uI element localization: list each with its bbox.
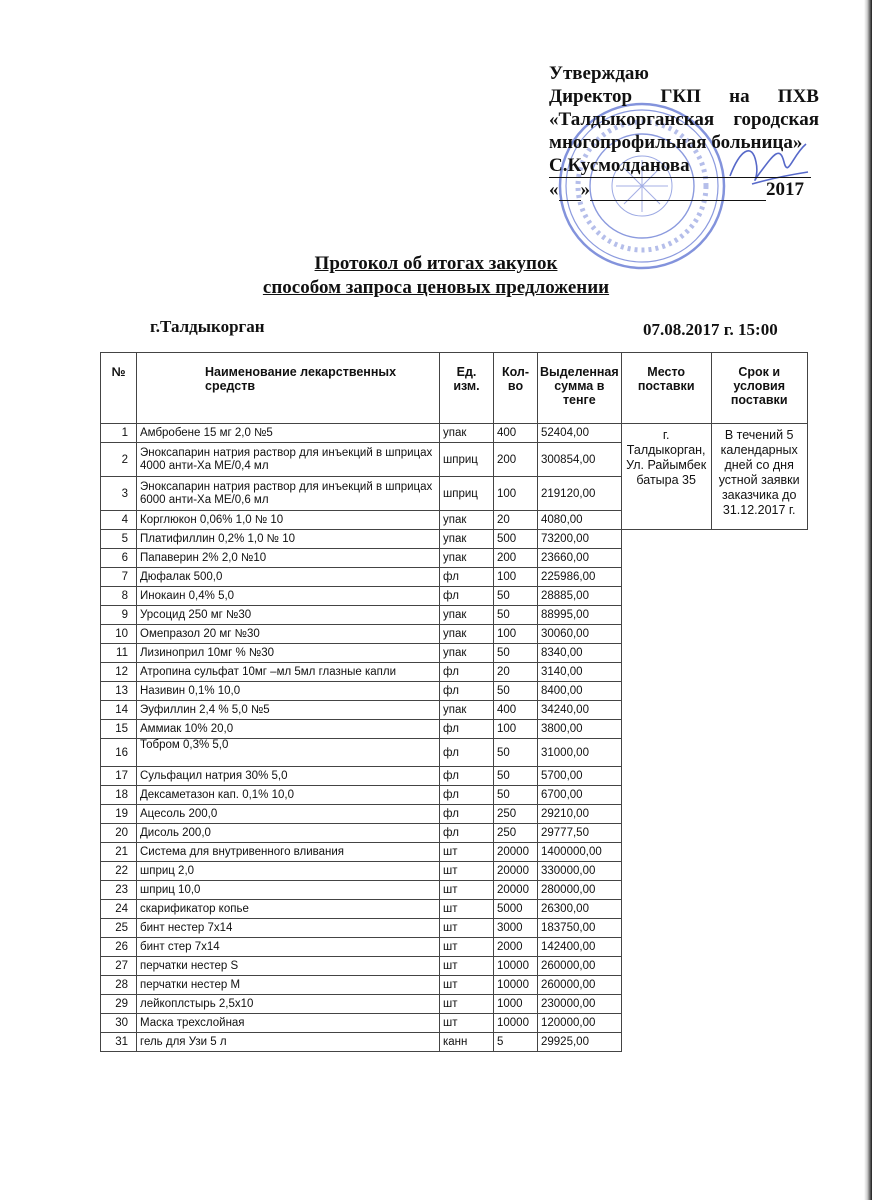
- approval-organization-word: «Талдыкорганская: [549, 109, 715, 130]
- unit-cell: фл: [440, 682, 494, 701]
- sum-cell: 26300,00: [538, 900, 622, 919]
- approval-organization-cont: многопрофильная больница»: [549, 132, 803, 153]
- row-number-cell: 19: [101, 805, 137, 824]
- row-number-cell: 5: [101, 530, 137, 549]
- empty-cell: [711, 568, 807, 587]
- qty-cell: 20000: [494, 881, 538, 900]
- item-name-cell: Дисоль 200,0: [137, 824, 440, 843]
- row-number-cell: 23: [101, 881, 137, 900]
- table-row: [101, 739, 808, 767]
- empty-cell: [621, 767, 711, 786]
- sum-cell: 88995,00: [538, 606, 622, 625]
- sum-cell: 34240,00: [538, 701, 622, 720]
- row-number-cell: 14: [101, 701, 137, 720]
- item-name-cell: Дюфалак 500,0: [137, 568, 440, 587]
- empty-cell: [711, 957, 807, 976]
- unit-cell: упак: [440, 701, 494, 720]
- item-name-cell: бинт нестер 7х14: [137, 919, 440, 938]
- table-row: [101, 938, 808, 957]
- empty-cell: [621, 824, 711, 843]
- table-row: [101, 549, 808, 568]
- table-row: [101, 995, 808, 1014]
- table-row: [101, 424, 808, 443]
- unit-cell: канн: [440, 1033, 494, 1052]
- empty-cell: [621, 957, 711, 976]
- header-terms: Срок и условия поставки: [711, 353, 807, 424]
- empty-cell: [621, 587, 711, 606]
- empty-cell: [621, 786, 711, 805]
- item-name-cell: Лизиноприл 10мг % №30: [137, 644, 440, 663]
- sum-cell: 29777,50: [538, 824, 622, 843]
- table-row: [101, 701, 808, 720]
- sum-cell: 280000,00: [538, 881, 622, 900]
- approval-position-word: на: [729, 86, 750, 107]
- item-name-cell: Корглюкон 0,06% 1,0 № 10: [137, 511, 440, 530]
- protocol-title: [0, 252, 872, 300]
- table-row: [101, 881, 808, 900]
- unit-cell: шт: [440, 1014, 494, 1033]
- approval-position-word: ПХВ: [777, 86, 819, 107]
- table-row: [101, 824, 808, 843]
- item-name-cell: Платифиллин 0,2% 1,0 № 10: [137, 530, 440, 549]
- table-row: [101, 957, 808, 976]
- row-number-cell: 15: [101, 720, 137, 739]
- qty-cell: 20: [494, 511, 538, 530]
- item-name-cell: перчатки нестер M: [137, 976, 440, 995]
- qty-cell: 50: [494, 767, 538, 786]
- city-label: г.Талдыкорган: [150, 317, 265, 336]
- approval-block: [549, 62, 819, 201]
- item-name-cell: Омепразол 20 мг №30: [137, 625, 440, 644]
- row-number-cell: 18: [101, 786, 137, 805]
- row-number-cell: 2: [101, 443, 137, 477]
- unit-cell: упак: [440, 511, 494, 530]
- qty-cell: 50: [494, 682, 538, 701]
- empty-cell: [711, 995, 807, 1014]
- row-number-cell: 20: [101, 824, 137, 843]
- unit-cell: упак: [440, 549, 494, 568]
- row-number-cell: 7: [101, 568, 137, 587]
- protocol-datetime: 07.08.2017 г. 15:00: [643, 320, 778, 339]
- qty-cell: 250: [494, 824, 538, 843]
- unit-cell: шт: [440, 976, 494, 995]
- item-name-cell: шприц 10,0: [137, 881, 440, 900]
- table-row: [101, 568, 808, 587]
- row-number-cell: 26: [101, 938, 137, 957]
- qty-cell: 20000: [494, 862, 538, 881]
- empty-cell: [711, 644, 807, 663]
- unit-cell: фл: [440, 824, 494, 843]
- row-number-cell: 22: [101, 862, 137, 881]
- table-row: [101, 1033, 808, 1052]
- approval-date-year: 2017: [766, 179, 804, 200]
- sum-cell: 3140,00: [538, 663, 622, 682]
- table-header-row: [101, 353, 808, 424]
- table-row: [101, 862, 808, 881]
- table-row: [101, 625, 808, 644]
- unit-cell: шт: [440, 862, 494, 881]
- unit-cell: упак: [440, 625, 494, 644]
- sum-cell: 29925,00: [538, 1033, 622, 1052]
- empty-cell: [711, 1014, 807, 1033]
- sum-cell: 29210,00: [538, 805, 622, 824]
- approval-signer: [549, 154, 811, 178]
- unit-cell: шт: [440, 957, 494, 976]
- empty-cell: [621, 938, 711, 957]
- unit-cell: шт: [440, 900, 494, 919]
- row-number-cell: 31: [101, 1033, 137, 1052]
- item-name-cell: шприц 2,0: [137, 862, 440, 881]
- row-number-cell: 28: [101, 976, 137, 995]
- row-number-cell: 12: [101, 663, 137, 682]
- qty-cell: 5000: [494, 900, 538, 919]
- unit-cell: упак: [440, 424, 494, 443]
- empty-cell: [621, 701, 711, 720]
- approval-position-word: Директор: [549, 86, 633, 107]
- qty-cell: 10000: [494, 1014, 538, 1033]
- empty-cell: [621, 995, 711, 1014]
- item-name-cell: Сульфацил натрия 30% 5,0: [137, 767, 440, 786]
- empty-cell: [621, 720, 711, 739]
- empty-cell: [711, 919, 807, 938]
- unit-cell: шт: [440, 881, 494, 900]
- empty-cell: [711, 824, 807, 843]
- approval-date-month-blank: [590, 182, 766, 201]
- empty-cell: [621, 663, 711, 682]
- qty-cell: 50: [494, 644, 538, 663]
- header-num: №: [101, 353, 137, 424]
- unit-cell: шприц: [440, 477, 494, 511]
- unit-cell: шт: [440, 995, 494, 1014]
- qty-cell: 100: [494, 720, 538, 739]
- protocol-title-line2: способом запроса ценовых предложении: [262, 277, 610, 298]
- sum-cell: 219120,00: [538, 477, 622, 511]
- qty-cell: 1000: [494, 995, 538, 1014]
- unit-cell: фл: [440, 720, 494, 739]
- item-name-cell: Урсоцид 250 мг №30: [137, 606, 440, 625]
- empty-cell: [711, 938, 807, 957]
- approval-date-close-quote: »: [580, 179, 590, 200]
- unit-cell: упак: [440, 530, 494, 549]
- item-name-cell: Називин 0,1% 10,0: [137, 682, 440, 701]
- sum-cell: 73200,00: [538, 530, 622, 549]
- qty-cell: 50: [494, 786, 538, 805]
- row-number-cell: 4: [101, 511, 137, 530]
- sum-cell: 225986,00: [538, 568, 622, 587]
- qty-cell: 200: [494, 443, 538, 477]
- sum-cell: 260000,00: [538, 957, 622, 976]
- table-row: [101, 606, 808, 625]
- table-row: [101, 530, 808, 549]
- unit-cell: шприц: [440, 443, 494, 477]
- empty-cell: [621, 682, 711, 701]
- sum-cell: 8340,00: [538, 644, 622, 663]
- qty-cell: 20: [494, 663, 538, 682]
- table-row: [101, 682, 808, 701]
- empty-cell: [621, 881, 711, 900]
- item-name-cell: Маска трехслойная: [137, 1014, 440, 1033]
- empty-cell: [621, 1014, 711, 1033]
- qty-cell: 400: [494, 424, 538, 443]
- empty-cell: [711, 530, 807, 549]
- qty-cell: 10000: [494, 957, 538, 976]
- sum-cell: 6700,00: [538, 786, 622, 805]
- sum-cell: 330000,00: [538, 862, 622, 881]
- empty-cell: [711, 843, 807, 862]
- sum-cell: 183750,00: [538, 919, 622, 938]
- qty-cell: 100: [494, 625, 538, 644]
- approval-date: [549, 178, 819, 201]
- sum-cell: 230000,00: [538, 995, 622, 1014]
- qty-cell: 100: [494, 477, 538, 511]
- table-row: [101, 767, 808, 786]
- unit-cell: фл: [440, 805, 494, 824]
- procurement-table: [100, 352, 808, 1052]
- sum-cell: 30060,00: [538, 625, 622, 644]
- approval-organization: [549, 108, 819, 131]
- item-name-cell: Инокаин 0,4% 5,0: [137, 587, 440, 606]
- approval-heading: Утверждаю: [549, 63, 649, 84]
- scan-edge: [864, 0, 872, 1200]
- delivery-terms-cell: В течений 5 календарных дней со дня устной заявки заказчика до 31.12.2017 г.: [711, 424, 807, 530]
- qty-cell: 50: [494, 606, 538, 625]
- qty-cell: 500: [494, 530, 538, 549]
- empty-cell: [711, 862, 807, 881]
- item-name-cell: Аммиак 10% 20,0: [137, 720, 440, 739]
- item-name-cell: Папаверин 2% 2,0 №10: [137, 549, 440, 568]
- item-name-cell: перчатки нестер S: [137, 957, 440, 976]
- table-row: [101, 663, 808, 682]
- row-number-cell: 8: [101, 587, 137, 606]
- unit-cell: шт: [440, 938, 494, 957]
- sum-cell: 28885,00: [538, 587, 622, 606]
- empty-cell: [711, 805, 807, 824]
- row-number-cell: 16: [101, 739, 137, 767]
- table-row: [101, 805, 808, 824]
- empty-cell: [711, 881, 807, 900]
- item-name-cell: бинт стер 7х14: [137, 938, 440, 957]
- item-name-cell: гель для Узи 5 л: [137, 1033, 440, 1052]
- sum-cell: 120000,00: [538, 1014, 622, 1033]
- empty-cell: [711, 786, 807, 805]
- row-number-cell: 1: [101, 424, 137, 443]
- row-number-cell: 9: [101, 606, 137, 625]
- empty-cell: [711, 625, 807, 644]
- unit-cell: фл: [440, 568, 494, 587]
- empty-cell: [711, 606, 807, 625]
- approval-organization-word: городская: [733, 109, 819, 130]
- sum-cell: 300854,00: [538, 443, 622, 477]
- empty-cell: [621, 919, 711, 938]
- qty-cell: 400: [494, 701, 538, 720]
- approval-position: [549, 85, 819, 108]
- delivery-place-cell: г. Талдыкорган, Ул. Райымбек батыра 35: [621, 424, 711, 530]
- table-body: [101, 424, 808, 1052]
- row-number-cell: 21: [101, 843, 137, 862]
- empty-cell: [621, 862, 711, 881]
- unit-cell: упак: [440, 644, 494, 663]
- row-number-cell: 6: [101, 549, 137, 568]
- row-number-cell: 30: [101, 1014, 137, 1033]
- unit-cell: шт: [440, 919, 494, 938]
- sum-cell: 142400,00: [538, 938, 622, 957]
- header-unit: Ед. изм.: [440, 353, 494, 424]
- protocol-title-line1: Протокол об итогах закупок: [314, 253, 558, 274]
- row-number-cell: 3: [101, 477, 137, 511]
- row-number-cell: 27: [101, 957, 137, 976]
- unit-cell: упак: [440, 606, 494, 625]
- item-name-cell: Эноксапарин натрия раствор для инъекций в шприцах 6000 анти-Ха МЕ/0,6 мл: [137, 477, 440, 511]
- qty-cell: 100: [494, 568, 538, 587]
- empty-cell: [621, 549, 711, 568]
- item-name-cell: Амбробене 15 мг 2,0 №5: [137, 424, 440, 443]
- table-row: [101, 644, 808, 663]
- table-row: [101, 1014, 808, 1033]
- row-number-cell: 10: [101, 625, 137, 644]
- empty-cell: [711, 1033, 807, 1052]
- table-row: [101, 720, 808, 739]
- unit-cell: фл: [440, 767, 494, 786]
- sum-cell: 31000,00: [538, 739, 622, 767]
- table-row: [101, 843, 808, 862]
- sum-cell: 1400000,00: [538, 843, 622, 862]
- table-row: [101, 919, 808, 938]
- qty-cell: 3000: [494, 919, 538, 938]
- sum-cell: 4080,00: [538, 511, 622, 530]
- empty-cell: [621, 976, 711, 995]
- empty-cell: [711, 976, 807, 995]
- header-place: Место поставки: [621, 353, 711, 424]
- table-row: [101, 900, 808, 919]
- sum-cell: 260000,00: [538, 976, 622, 995]
- sum-cell: 8400,00: [538, 682, 622, 701]
- table-row: [101, 786, 808, 805]
- qty-cell: 50: [494, 587, 538, 606]
- row-number-cell: 11: [101, 644, 137, 663]
- item-name-cell: лейкоплстырь 2,5х10: [137, 995, 440, 1014]
- empty-cell: [711, 663, 807, 682]
- qty-cell: 200: [494, 549, 538, 568]
- empty-cell: [621, 843, 711, 862]
- item-name-cell: Ацесоль 200,0: [137, 805, 440, 824]
- item-name-cell: скарификатор копье: [137, 900, 440, 919]
- sum-cell: 3800,00: [538, 720, 622, 739]
- row-number-cell: 13: [101, 682, 137, 701]
- unit-cell: фл: [440, 663, 494, 682]
- qty-cell: 50: [494, 739, 538, 767]
- table-row: [101, 976, 808, 995]
- unit-cell: фл: [440, 786, 494, 805]
- approval-signer-name: С.Кусмолданова: [549, 155, 690, 176]
- empty-cell: [621, 530, 711, 549]
- empty-cell: [711, 900, 807, 919]
- empty-cell: [621, 606, 711, 625]
- item-name-cell: Эноксапарин натрия раствор для инъекций в шприцах 4000 анти-Ха МЕ/0,4 мл: [137, 443, 440, 477]
- empty-cell: [621, 644, 711, 663]
- item-name-cell: Эуфиллин 2,4 % 5,0 №5: [137, 701, 440, 720]
- item-name-cell: Атропина сульфат 10мг –мл 5мл глазные капли: [137, 663, 440, 682]
- item-name-cell: Дексаметазон кап. 0,1% 10,0: [137, 786, 440, 805]
- row-number-cell: 24: [101, 900, 137, 919]
- approval-position-word: ГКП: [660, 86, 701, 107]
- qty-cell: 2000: [494, 938, 538, 957]
- empty-cell: [621, 739, 711, 767]
- row-number-cell: 25: [101, 919, 137, 938]
- empty-cell: [621, 568, 711, 587]
- unit-cell: фл: [440, 587, 494, 606]
- unit-cell: шт: [440, 843, 494, 862]
- row-number-cell: 17: [101, 767, 137, 786]
- empty-cell: [621, 805, 711, 824]
- qty-cell: 5: [494, 1033, 538, 1052]
- unit-cell: фл: [440, 739, 494, 767]
- header-qty: Кол-во: [494, 353, 538, 424]
- approval-date-day-blank: [559, 182, 581, 201]
- header-sum: Выделенная сумма в тенге: [538, 353, 622, 424]
- qty-cell: 10000: [494, 976, 538, 995]
- empty-cell: [711, 682, 807, 701]
- empty-cell: [711, 587, 807, 606]
- empty-cell: [711, 720, 807, 739]
- item-name-cell: Тобром 0,3% 5,0: [137, 739, 440, 767]
- empty-cell: [621, 1033, 711, 1052]
- empty-cell: [621, 900, 711, 919]
- table-row: [101, 587, 808, 606]
- approval-date-open-quote: «: [549, 179, 559, 200]
- header-name: Наименование лекарственных средств: [137, 353, 440, 424]
- item-name-cell: Система для внутривенного вливания: [137, 843, 440, 862]
- empty-cell: [711, 767, 807, 786]
- empty-cell: [711, 739, 807, 767]
- row-number-cell: 29: [101, 995, 137, 1014]
- sum-cell: 23660,00: [538, 549, 622, 568]
- qty-cell: 250: [494, 805, 538, 824]
- empty-cell: [711, 549, 807, 568]
- empty-cell: [621, 625, 711, 644]
- sum-cell: 52404,00: [538, 424, 622, 443]
- qty-cell: 20000: [494, 843, 538, 862]
- sum-cell: 5700,00: [538, 767, 622, 786]
- empty-cell: [711, 701, 807, 720]
